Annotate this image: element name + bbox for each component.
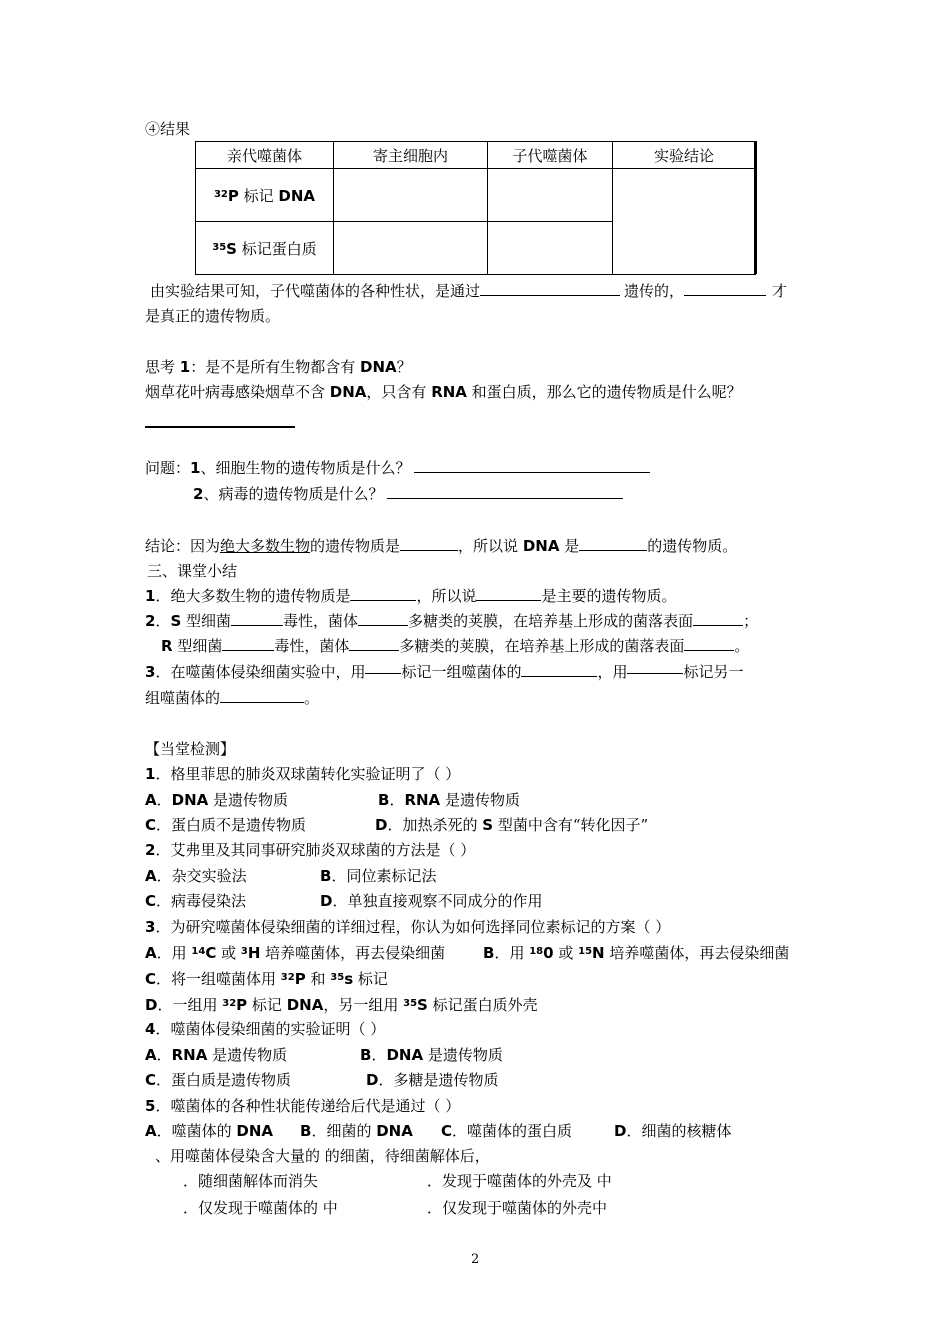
result-conclusion-line: 由实验结果可知，子代噬菌体的各种性状，是通过 遗传的， 才 [150,282,788,300]
blank[interactable] [579,536,647,551]
blank[interactable] [349,636,399,651]
quiz-option[interactable]: C．病毒侵染法 [145,892,247,910]
blank[interactable] [350,586,416,601]
summary-item-1: 1．绝大多数生物的遗传物质是 ，所以说 是主要的遗传物质。 [145,587,677,605]
blank[interactable] [220,688,304,703]
blank[interactable] [480,281,620,296]
quiz-question-6: 、用噬菌体侵染含大量的 的细菌，待细菌解体后， [155,1147,490,1165]
table-cell-35s-label: $^{35}$S 标记蛋白质 [196,222,334,275]
blank[interactable] [387,484,623,499]
table-header: 亲代噬菌体 [196,142,334,169]
quiz-option[interactable]: ．随细菌解体而消失 [183,1172,319,1190]
quiz-option[interactable]: B．细菌的 DNA [300,1122,413,1140]
quiz-option[interactable]: C．蛋白质是遗传物质 [145,1071,292,1089]
quiz-question-5: 5．噬菌体的各种性状能传递给后代是通过（ ） [145,1097,461,1115]
quiz-option[interactable]: C．噬菌体的蛋白质 [441,1122,573,1140]
quiz-option[interactable]: ．仅发现于噬菌体的 中 [183,1199,338,1217]
table-cell-32p-label: $^{32}$P 标记 DNA [196,169,334,222]
quiz-option[interactable]: A．噬菌体的 DNA [145,1122,274,1140]
blank[interactable] [693,611,743,626]
quiz-option[interactable]: D．多糖是遗传物质 [366,1071,499,1089]
blank[interactable] [414,458,650,473]
quiz-option[interactable]: B．同位素标记法 [320,867,437,885]
quiz-question-2: 2．艾弗里及其同事研究肺炎双球菌的方法是（ ） [145,841,476,859]
table-header: 实验结论 [613,142,756,169]
quiz-option[interactable]: B．RNA 是遗传物质 [378,791,520,809]
blank[interactable] [358,611,408,626]
tobacco-question: 烟草花叶病毒感染烟草不含 DNA，只含有 RNA 和蛋白质，那么它的遗传物质是什么呢？ [145,383,742,401]
result-conclusion-line2: 是真正的遗传物质。 [145,307,281,325]
quiz-option[interactable]: C．将一组噬菌体用 $^{32}$P 和 $^{35}$s 标记 [145,970,388,988]
question-1: 问题：1、细胞生物的遗传物质是什么？ [145,458,650,478]
blank[interactable] [684,636,734,651]
blank[interactable] [476,586,541,601]
table-cell-conclusion [613,169,756,275]
quiz-option[interactable]: B．用 $^{18}$0 或 $^{15}$N 培养噬菌体，再去侵染细菌 [483,944,790,962]
table-cell [488,222,613,275]
blank[interactable] [521,662,597,677]
quiz-option[interactable]: A．RNA 是遗传物质 [145,1046,288,1064]
think-question: 思考 1：是不是所有生物都含有 DNA？ [145,358,412,376]
summary-item-3: 3．在噬菌体侵染细菌实验中，用 标记一组噬菌体的 ，用 标记另一 [145,663,744,681]
conclusion-line: 结论：因为绝大多数生物的遗传物质是 ，所以说 DNA 是 的遗传物质。 [145,537,738,555]
results-table [195,141,756,275]
blank[interactable] [400,536,458,551]
table-cell [334,169,488,222]
dash-blank[interactable] [627,673,683,674]
blank[interactable] [231,611,283,626]
quiz-option[interactable]: A．杂交实验法 [145,867,247,885]
summary-item-2-r: R 型细菌 毒性，菌体 多糖类的荚膜，在培养基上形成的菌落表面 。 [161,637,750,655]
quiz-heading: 【当堂检测】 [145,740,236,758]
quiz-option[interactable]: B．DNA 是遗传物质 [360,1046,503,1064]
page-number: 2 [471,1252,480,1267]
summary-item-3-cont: 组噬菌体的 。 [145,689,320,707]
quiz-option[interactable]: A．用 $^{14}$C 或 $^3$H 培养噬菌体，再去侵染细菌 [145,944,446,962]
quiz-option[interactable]: D．加热杀死的 S 型菌中含有“转化因子” [375,816,649,834]
blank[interactable] [684,281,766,296]
table-cell [334,222,488,275]
quiz-option[interactable]: ．仅发现于噬菌体的外壳中 [427,1199,608,1217]
table-header: 子代噬菌体 [488,142,613,169]
blank[interactable] [222,636,274,651]
quiz-question-1: 1．格里菲思的肺炎双球菌转化实验证明了（ ） [145,765,461,783]
quiz-option[interactable]: ．发现于噬菌体的外壳及 中 [427,1172,612,1190]
quiz-option[interactable]: C．蛋白质不是遗传物质 [145,816,307,834]
results-heading: ④结果 [145,120,191,138]
table-right-border [754,141,757,274]
quiz-question-4: 4．噬菌体侵染细菌的实验证明（ ） [145,1020,386,1038]
table-cell [488,169,613,222]
quiz-option[interactable]: A．DNA 是遗传物质 [145,791,289,809]
quiz-option[interactable]: D．一组用 $^{32}$P 标记 DNA，另一组用 $^{35}$S 标记蛋白质外壳 [145,996,538,1014]
quiz-question-3: 3．为研究噬菌体侵染细菌的详细过程，你认为如何选择同位素标记的方案（ ） [145,918,671,936]
quiz-option[interactable]: D．单独直接观察不同成分的作用 [320,892,543,910]
summary-heading: 三、课堂小结 [147,562,238,580]
dash-blank[interactable] [365,673,401,674]
question-2: 2、病毒的遗传物质是什么？ [193,484,623,504]
summary-item-2: 2．S 型细菌 毒性，菌体 多糖类的荚膜，在培养基上形成的菌落表面 ； [145,612,759,630]
table-header: 寄主细胞内 [334,142,488,169]
quiz-option[interactable]: D．细菌的核糖体 [614,1122,732,1140]
answer-line[interactable] [145,426,295,428]
